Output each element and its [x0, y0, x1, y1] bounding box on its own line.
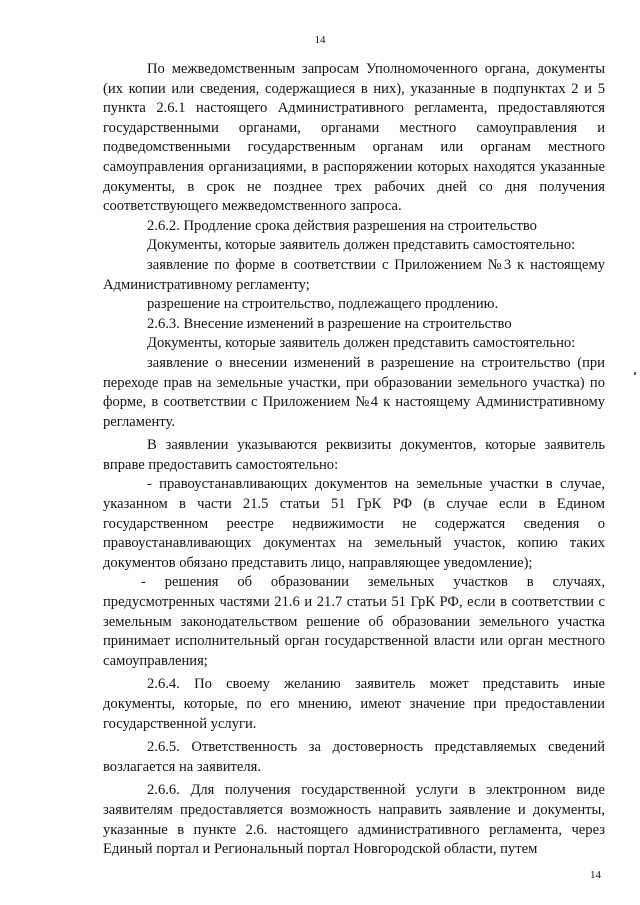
- paragraph-building-permit: разрешение на строительство, подлежащего продлению.: [147, 296, 499, 313]
- document-body: [103, 60, 605, 860]
- section-2-6-5: 2.6.5. Ответственность за достоверность представляемых сведений возлагается на заявителя.: [103, 739, 605, 775]
- section-heading-2-6-2: 2.6.2. Продление срока действия разрешения на строительство: [147, 217, 537, 234]
- paragraph-interagency-requests: По межведомственным запросам Уполномоченного органа, документы (их копии или сведения, содержащиеся в них), указанные в подпунктах 2 и 5 пункта 2.6.1 настоящего Административного регламента, предоставляются государственными органами, органами местного самоуправления и подведомственными государственным органам или органам местного самоуправления организациями, в распоряжении которых находятся указанные документы, в срок не позднее трех рабочих дней со дня получения соответствующего межведомственного запроса.: [103, 61, 605, 215]
- page-number-bottom: 14: [590, 869, 601, 881]
- page-number-top: 14: [314, 34, 326, 46]
- section-2-6-6: 2.6.6. Для получения государственной услуги в электронном виде заявителям предоставляется возможность направить заявление и документы, указанные в пункте 2.6. настоящего административного регламента, через Единый портал и Региональный портал Новгородской области, путем: [103, 782, 605, 858]
- paragraph-documents-self-2-6-3: Документы, которые заявитель должен представить самостоятельно:: [147, 335, 576, 352]
- paragraph-application-form-4: заявление о внесении изменений в разрешение на строительство (при переходе прав на земельные участки, при образовании земельного участка) по форме, в соответствии с Приложением №4 к настоящему Административному регламенту.: [103, 354, 605, 430]
- paragraph-application-form-3: заявление по форме в соответствии с Приложением №3 к настоящему Административному регламенту;: [103, 256, 605, 293]
- list-item-title-documents: - правоустанавливающих документов на земельные участки в случае, указанном в части 21.5 статьи 51 ГрК РФ (в случае если в Едином государственном реестре недвижимости не содержатся сведения о правоустанавливающих документах на земельный участок, копию таких документов обязано представить лицо, направляющее уведомление);: [103, 476, 605, 571]
- section-2-6-4: 2.6.4. По своему желанию заявитель может представить иные документы, которые, по его мнению, имеют значение при предоставлении государственной услуги.: [103, 676, 605, 732]
- list-item-land-formation: - решения об образовании земельных участков в случаях, предусмотренных частями 21.6 и 21.7 статьи 51 ГрК РФ, если в соответствии с земельным законодательством решение об образовании земельного участка принимает исполнительный орган государственной власти или орган местного самоуправления;: [103, 574, 605, 669]
- scan-edge-mark: [634, 372, 636, 375]
- paragraph-documents-self-2-6-2: Документы, которые заявитель должен представить самостоятельно:: [147, 237, 576, 254]
- paragraph-document-details: В заявлении указываются реквизиты документов, которые заявитель вправе предоставить самостоятельно:: [103, 437, 605, 473]
- section-heading-2-6-3: 2.6.3. Внесение изменений в разрешение на строительство: [147, 315, 512, 332]
